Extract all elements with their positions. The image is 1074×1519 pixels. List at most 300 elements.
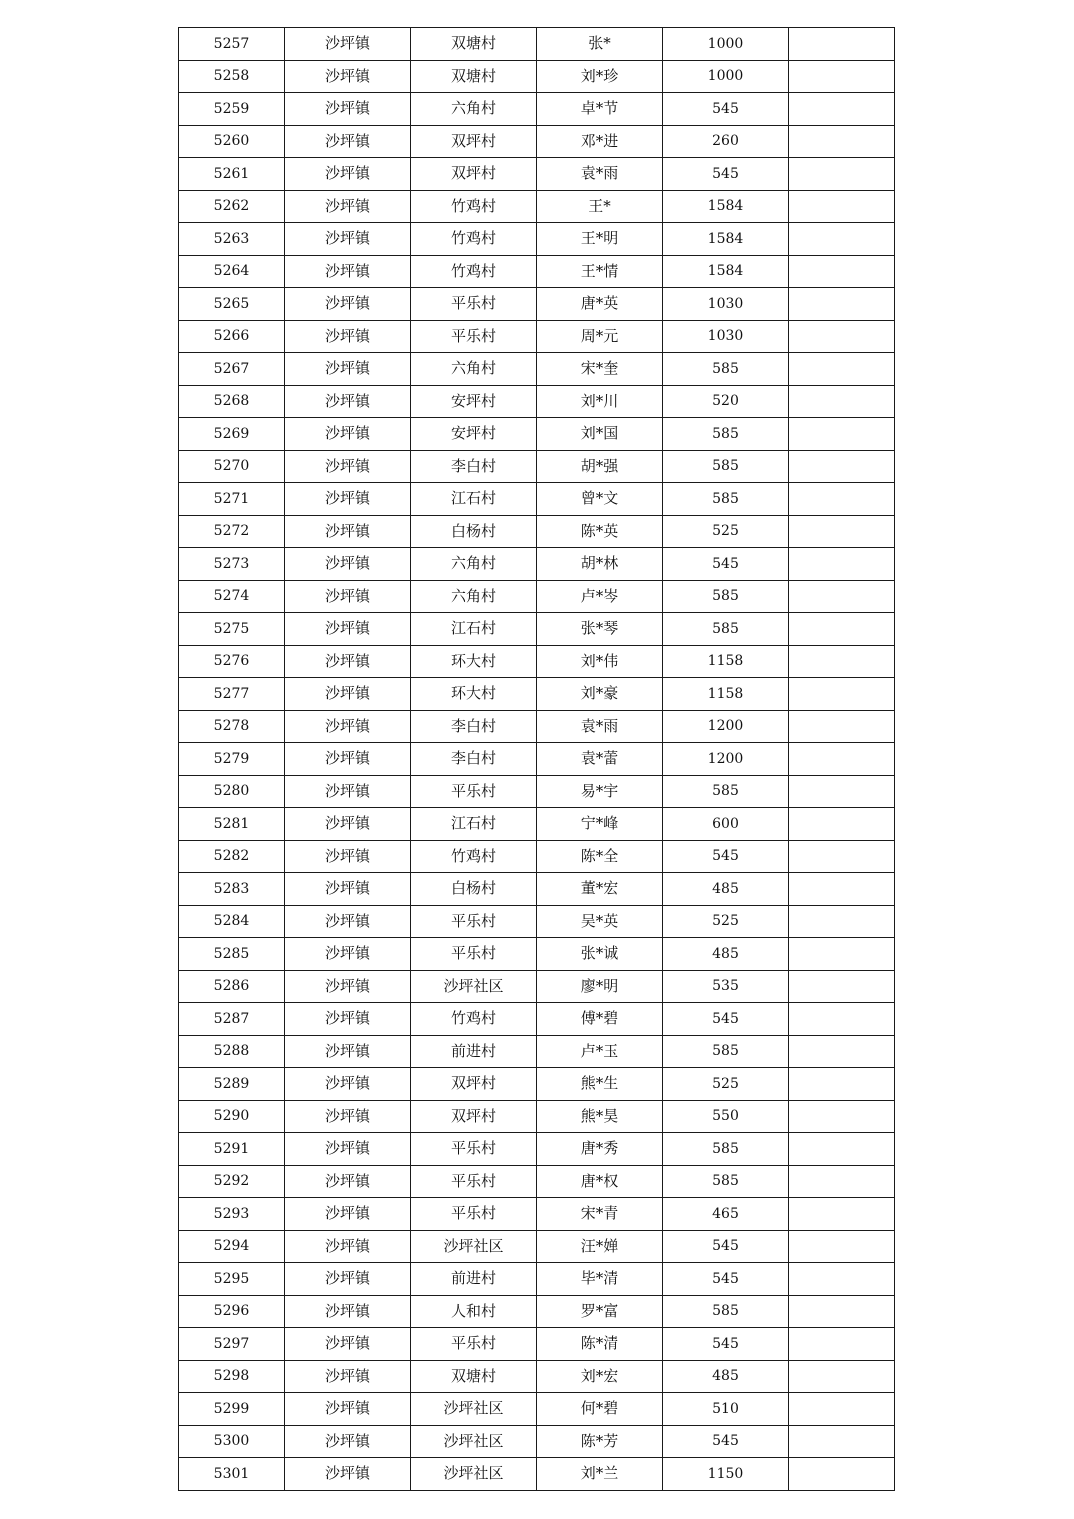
town-cell: 沙坪镇 bbox=[285, 515, 411, 548]
table-row bbox=[179, 775, 895, 808]
remark-cell bbox=[789, 1003, 895, 1036]
village-cell: 江石村 bbox=[411, 808, 537, 841]
serial-number-cell: 5268 bbox=[179, 385, 285, 418]
village-cell: 平乐村 bbox=[411, 1198, 537, 1231]
person-name-cell: 张*琴 bbox=[537, 613, 663, 646]
remark-cell bbox=[789, 1230, 895, 1263]
amount-cell: 1200 bbox=[663, 743, 789, 776]
village-cell: 沙坪社区 bbox=[411, 970, 537, 1003]
town-cell: 沙坪镇 bbox=[285, 1068, 411, 1101]
village-cell: 六角村 bbox=[411, 93, 537, 126]
village-cell: 双塘村 bbox=[411, 28, 537, 61]
serial-number-cell: 5272 bbox=[179, 515, 285, 548]
amount-cell: 585 bbox=[663, 1165, 789, 1198]
town-cell: 沙坪镇 bbox=[285, 678, 411, 711]
table-row bbox=[179, 125, 895, 158]
person-name-cell: 易*宇 bbox=[537, 775, 663, 808]
village-cell: 安坪村 bbox=[411, 418, 537, 451]
amount-cell: 525 bbox=[663, 905, 789, 938]
amount-cell: 585 bbox=[663, 450, 789, 483]
remark-cell bbox=[789, 1198, 895, 1231]
amount-cell: 485 bbox=[663, 938, 789, 971]
remark-cell bbox=[789, 548, 895, 581]
town-cell: 沙坪镇 bbox=[285, 548, 411, 581]
amount-cell: 465 bbox=[663, 1198, 789, 1231]
remark-cell bbox=[789, 288, 895, 321]
person-name-cell: 毕*清 bbox=[537, 1263, 663, 1296]
table-row bbox=[179, 353, 895, 386]
remark-cell bbox=[789, 1425, 895, 1458]
person-name-cell: 卢*岑 bbox=[537, 580, 663, 613]
remark-cell bbox=[789, 93, 895, 126]
town-cell: 沙坪镇 bbox=[285, 1003, 411, 1036]
remark-cell bbox=[789, 190, 895, 223]
table-row bbox=[179, 320, 895, 353]
village-cell: 竹鸡村 bbox=[411, 1003, 537, 1036]
town-cell: 沙坪镇 bbox=[285, 60, 411, 93]
person-name-cell: 吴*英 bbox=[537, 905, 663, 938]
village-cell: 沙坪社区 bbox=[411, 1425, 537, 1458]
remark-cell bbox=[789, 645, 895, 678]
amount-cell: 585 bbox=[663, 1133, 789, 1166]
remark-cell bbox=[789, 158, 895, 191]
town-cell: 沙坪镇 bbox=[285, 613, 411, 646]
town-cell: 沙坪镇 bbox=[285, 1100, 411, 1133]
amount-cell: 585 bbox=[663, 775, 789, 808]
remark-cell bbox=[789, 808, 895, 841]
village-cell: 双塘村 bbox=[411, 60, 537, 93]
town-cell: 沙坪镇 bbox=[285, 1198, 411, 1231]
amount-cell: 545 bbox=[663, 1003, 789, 1036]
person-name-cell: 张* bbox=[537, 28, 663, 61]
village-cell: 双坪村 bbox=[411, 158, 537, 191]
amount-cell: 525 bbox=[663, 515, 789, 548]
document-page bbox=[178, 27, 894, 1491]
person-name-cell: 曾*文 bbox=[537, 483, 663, 516]
village-cell: 人和村 bbox=[411, 1295, 537, 1328]
amount-cell: 585 bbox=[663, 353, 789, 386]
person-name-cell: 刘*国 bbox=[537, 418, 663, 451]
table-row bbox=[179, 1263, 895, 1296]
town-cell: 沙坪镇 bbox=[285, 483, 411, 516]
remark-cell bbox=[789, 418, 895, 451]
serial-number-cell: 5261 bbox=[179, 158, 285, 191]
serial-number-cell: 5267 bbox=[179, 353, 285, 386]
serial-number-cell: 5288 bbox=[179, 1035, 285, 1068]
person-name-cell: 陈*芳 bbox=[537, 1425, 663, 1458]
table-row bbox=[179, 1328, 895, 1361]
serial-number-cell: 5276 bbox=[179, 645, 285, 678]
serial-number-cell: 5281 bbox=[179, 808, 285, 841]
person-name-cell: 邓*进 bbox=[537, 125, 663, 158]
table-row bbox=[179, 515, 895, 548]
table-row bbox=[179, 710, 895, 743]
table-row bbox=[179, 418, 895, 451]
town-cell: 沙坪镇 bbox=[285, 1230, 411, 1263]
town-cell: 沙坪镇 bbox=[285, 190, 411, 223]
town-cell: 沙坪镇 bbox=[285, 1165, 411, 1198]
serial-number-cell: 5259 bbox=[179, 93, 285, 126]
amount-cell: 260 bbox=[663, 125, 789, 158]
village-cell: 竹鸡村 bbox=[411, 190, 537, 223]
remark-cell bbox=[789, 775, 895, 808]
table-row bbox=[179, 580, 895, 613]
village-cell: 平乐村 bbox=[411, 775, 537, 808]
town-cell: 沙坪镇 bbox=[285, 158, 411, 191]
person-name-cell: 王*情 bbox=[537, 255, 663, 288]
amount-cell: 545 bbox=[663, 1263, 789, 1296]
village-cell: 李白村 bbox=[411, 450, 537, 483]
amount-cell: 600 bbox=[663, 808, 789, 841]
village-cell: 双坪村 bbox=[411, 1068, 537, 1101]
amount-cell: 535 bbox=[663, 970, 789, 1003]
town-cell: 沙坪镇 bbox=[285, 1425, 411, 1458]
amount-cell: 1000 bbox=[663, 28, 789, 61]
town-cell: 沙坪镇 bbox=[285, 385, 411, 418]
remark-cell bbox=[789, 613, 895, 646]
amount-cell: 545 bbox=[663, 840, 789, 873]
amount-cell: 545 bbox=[663, 1328, 789, 1361]
town-cell: 沙坪镇 bbox=[285, 1328, 411, 1361]
town-cell: 沙坪镇 bbox=[285, 418, 411, 451]
person-name-cell: 卓*节 bbox=[537, 93, 663, 126]
remark-cell bbox=[789, 840, 895, 873]
village-cell: 白杨村 bbox=[411, 515, 537, 548]
remark-cell bbox=[789, 1458, 895, 1491]
serial-number-cell: 5266 bbox=[179, 320, 285, 353]
town-cell: 沙坪镇 bbox=[285, 28, 411, 61]
amount-cell: 485 bbox=[663, 873, 789, 906]
town-cell: 沙坪镇 bbox=[285, 1133, 411, 1166]
village-cell: 环大村 bbox=[411, 678, 537, 711]
table-row bbox=[179, 93, 895, 126]
serial-number-cell: 5286 bbox=[179, 970, 285, 1003]
town-cell: 沙坪镇 bbox=[285, 1393, 411, 1426]
town-cell: 沙坪镇 bbox=[285, 905, 411, 938]
table-row bbox=[179, 1003, 895, 1036]
remark-cell bbox=[789, 1068, 895, 1101]
village-cell: 平乐村 bbox=[411, 1328, 537, 1361]
person-name-cell: 熊*昊 bbox=[537, 1100, 663, 1133]
serial-number-cell: 5296 bbox=[179, 1295, 285, 1328]
amount-cell: 1000 bbox=[663, 60, 789, 93]
table-row bbox=[179, 1295, 895, 1328]
person-name-cell: 罗*富 bbox=[537, 1295, 663, 1328]
person-name-cell: 傅*碧 bbox=[537, 1003, 663, 1036]
serial-number-cell: 5283 bbox=[179, 873, 285, 906]
person-name-cell: 董*宏 bbox=[537, 873, 663, 906]
amount-cell: 545 bbox=[663, 158, 789, 191]
village-cell: 竹鸡村 bbox=[411, 840, 537, 873]
town-cell: 沙坪镇 bbox=[285, 1458, 411, 1491]
serial-number-cell: 5294 bbox=[179, 1230, 285, 1263]
table-row bbox=[179, 970, 895, 1003]
village-cell: 双塘村 bbox=[411, 1360, 537, 1393]
table-row bbox=[179, 450, 895, 483]
town-cell: 沙坪镇 bbox=[285, 775, 411, 808]
village-cell: 六角村 bbox=[411, 548, 537, 581]
amount-cell: 585 bbox=[663, 613, 789, 646]
remark-cell bbox=[789, 385, 895, 418]
amount-cell: 545 bbox=[663, 1230, 789, 1263]
serial-number-cell: 5297 bbox=[179, 1328, 285, 1361]
town-cell: 沙坪镇 bbox=[285, 93, 411, 126]
serial-number-cell: 5260 bbox=[179, 125, 285, 158]
serial-number-cell: 5292 bbox=[179, 1165, 285, 1198]
village-cell: 竹鸡村 bbox=[411, 255, 537, 288]
town-cell: 沙坪镇 bbox=[285, 743, 411, 776]
person-name-cell: 刘*伟 bbox=[537, 645, 663, 678]
serial-number-cell: 5298 bbox=[179, 1360, 285, 1393]
serial-number-cell: 5291 bbox=[179, 1133, 285, 1166]
village-cell: 前进村 bbox=[411, 1263, 537, 1296]
serial-number-cell: 5285 bbox=[179, 938, 285, 971]
amount-cell: 545 bbox=[663, 93, 789, 126]
remark-cell bbox=[789, 1360, 895, 1393]
person-name-cell: 唐*英 bbox=[537, 288, 663, 321]
table-row bbox=[179, 288, 895, 321]
table-row bbox=[179, 1198, 895, 1231]
remark-cell bbox=[789, 1393, 895, 1426]
table-row bbox=[179, 873, 895, 906]
table-row bbox=[179, 905, 895, 938]
person-name-cell: 卢*玉 bbox=[537, 1035, 663, 1068]
village-cell: 平乐村 bbox=[411, 1133, 537, 1166]
remark-cell bbox=[789, 743, 895, 776]
person-name-cell: 陈*清 bbox=[537, 1328, 663, 1361]
serial-number-cell: 5275 bbox=[179, 613, 285, 646]
person-name-cell: 周*元 bbox=[537, 320, 663, 353]
person-name-cell: 唐*秀 bbox=[537, 1133, 663, 1166]
person-name-cell: 宁*峰 bbox=[537, 808, 663, 841]
person-name-cell: 熊*生 bbox=[537, 1068, 663, 1101]
remark-cell bbox=[789, 483, 895, 516]
serial-number-cell: 5274 bbox=[179, 580, 285, 613]
amount-cell: 545 bbox=[663, 1425, 789, 1458]
person-name-cell: 刘*川 bbox=[537, 385, 663, 418]
serial-number-cell: 5284 bbox=[179, 905, 285, 938]
serial-number-cell: 5263 bbox=[179, 223, 285, 256]
town-cell: 沙坪镇 bbox=[285, 353, 411, 386]
amount-cell: 1584 bbox=[663, 255, 789, 288]
amount-cell: 1584 bbox=[663, 190, 789, 223]
remark-cell bbox=[789, 60, 895, 93]
village-cell: 沙坪社区 bbox=[411, 1458, 537, 1491]
serial-number-cell: 5269 bbox=[179, 418, 285, 451]
village-cell: 双坪村 bbox=[411, 125, 537, 158]
table-row bbox=[179, 158, 895, 191]
village-cell: 沙坪社区 bbox=[411, 1230, 537, 1263]
table-row bbox=[179, 385, 895, 418]
remark-cell bbox=[789, 28, 895, 61]
person-name-cell: 刘*宏 bbox=[537, 1360, 663, 1393]
serial-number-cell: 5270 bbox=[179, 450, 285, 483]
remark-cell bbox=[789, 223, 895, 256]
village-cell: 竹鸡村 bbox=[411, 223, 537, 256]
village-cell: 沙坪社区 bbox=[411, 1393, 537, 1426]
amount-cell: 585 bbox=[663, 483, 789, 516]
amount-cell: 525 bbox=[663, 1068, 789, 1101]
table-row bbox=[179, 743, 895, 776]
remark-cell bbox=[789, 255, 895, 288]
village-cell: 平乐村 bbox=[411, 288, 537, 321]
table-row bbox=[179, 190, 895, 223]
person-name-cell: 汪*婵 bbox=[537, 1230, 663, 1263]
serial-number-cell: 5287 bbox=[179, 1003, 285, 1036]
amount-cell: 1584 bbox=[663, 223, 789, 256]
table-row bbox=[179, 60, 895, 93]
town-cell: 沙坪镇 bbox=[285, 1295, 411, 1328]
person-name-cell: 胡*强 bbox=[537, 450, 663, 483]
town-cell: 沙坪镇 bbox=[285, 1263, 411, 1296]
table-row bbox=[179, 1425, 895, 1458]
table-row bbox=[179, 28, 895, 61]
amount-cell: 585 bbox=[663, 1295, 789, 1328]
amount-cell: 1150 bbox=[663, 1458, 789, 1491]
table-row bbox=[179, 1068, 895, 1101]
village-cell: 白杨村 bbox=[411, 873, 537, 906]
serial-number-cell: 5295 bbox=[179, 1263, 285, 1296]
town-cell: 沙坪镇 bbox=[285, 125, 411, 158]
remark-cell bbox=[789, 1263, 895, 1296]
village-cell: 平乐村 bbox=[411, 905, 537, 938]
serial-number-cell: 5278 bbox=[179, 710, 285, 743]
town-cell: 沙坪镇 bbox=[285, 450, 411, 483]
table-body bbox=[179, 28, 895, 1491]
serial-number-cell: 5264 bbox=[179, 255, 285, 288]
remark-cell bbox=[789, 580, 895, 613]
serial-number-cell: 5262 bbox=[179, 190, 285, 223]
remark-cell bbox=[789, 353, 895, 386]
village-cell: 李白村 bbox=[411, 710, 537, 743]
remark-cell bbox=[789, 678, 895, 711]
person-name-cell: 陈*全 bbox=[537, 840, 663, 873]
amount-cell: 550 bbox=[663, 1100, 789, 1133]
person-name-cell: 张*诚 bbox=[537, 938, 663, 971]
person-name-cell: 袁*雨 bbox=[537, 158, 663, 191]
amount-cell: 1158 bbox=[663, 645, 789, 678]
village-cell: 双坪村 bbox=[411, 1100, 537, 1133]
amount-cell: 510 bbox=[663, 1393, 789, 1426]
remark-cell bbox=[789, 938, 895, 971]
person-name-cell: 陈*英 bbox=[537, 515, 663, 548]
remark-cell bbox=[789, 970, 895, 1003]
amount-cell: 585 bbox=[663, 580, 789, 613]
serial-number-cell: 5258 bbox=[179, 60, 285, 93]
table-row bbox=[179, 645, 895, 678]
remark-cell bbox=[789, 1100, 895, 1133]
town-cell: 沙坪镇 bbox=[285, 223, 411, 256]
remark-cell bbox=[789, 320, 895, 353]
town-cell: 沙坪镇 bbox=[285, 873, 411, 906]
serial-number-cell: 5271 bbox=[179, 483, 285, 516]
table-row bbox=[179, 1458, 895, 1491]
table-row bbox=[179, 223, 895, 256]
amount-cell: 585 bbox=[663, 418, 789, 451]
serial-number-cell: 5277 bbox=[179, 678, 285, 711]
village-cell: 环大村 bbox=[411, 645, 537, 678]
table-row bbox=[179, 613, 895, 646]
table-row bbox=[179, 1165, 895, 1198]
village-cell: 六角村 bbox=[411, 353, 537, 386]
amount-cell: 545 bbox=[663, 548, 789, 581]
remark-cell bbox=[789, 1133, 895, 1166]
person-name-cell: 廖*明 bbox=[537, 970, 663, 1003]
town-cell: 沙坪镇 bbox=[285, 1360, 411, 1393]
table-row bbox=[179, 678, 895, 711]
table-row bbox=[179, 1035, 895, 1068]
remark-cell bbox=[789, 710, 895, 743]
serial-number-cell: 5282 bbox=[179, 840, 285, 873]
serial-number-cell: 5273 bbox=[179, 548, 285, 581]
table-row bbox=[179, 1100, 895, 1133]
amount-cell: 485 bbox=[663, 1360, 789, 1393]
table-row bbox=[179, 1133, 895, 1166]
serial-number-cell: 5290 bbox=[179, 1100, 285, 1133]
amount-cell: 520 bbox=[663, 385, 789, 418]
village-cell: 安坪村 bbox=[411, 385, 537, 418]
town-cell: 沙坪镇 bbox=[285, 580, 411, 613]
person-name-cell: 宋*青 bbox=[537, 1198, 663, 1231]
remark-cell bbox=[789, 515, 895, 548]
village-cell: 平乐村 bbox=[411, 938, 537, 971]
serial-number-cell: 5301 bbox=[179, 1458, 285, 1491]
person-name-cell: 袁*雨 bbox=[537, 710, 663, 743]
town-cell: 沙坪镇 bbox=[285, 840, 411, 873]
serial-number-cell: 5299 bbox=[179, 1393, 285, 1426]
table-row bbox=[179, 808, 895, 841]
person-name-cell: 王* bbox=[537, 190, 663, 223]
amount-cell: 1030 bbox=[663, 320, 789, 353]
person-name-cell: 刘*珍 bbox=[537, 60, 663, 93]
remark-cell bbox=[789, 1165, 895, 1198]
table-row bbox=[179, 548, 895, 581]
town-cell: 沙坪镇 bbox=[285, 808, 411, 841]
serial-number-cell: 5280 bbox=[179, 775, 285, 808]
village-cell: 李白村 bbox=[411, 743, 537, 776]
town-cell: 沙坪镇 bbox=[285, 288, 411, 321]
village-cell: 江石村 bbox=[411, 483, 537, 516]
remark-cell bbox=[789, 1035, 895, 1068]
table-row bbox=[179, 1393, 895, 1426]
records-table bbox=[178, 27, 895, 1491]
serial-number-cell: 5279 bbox=[179, 743, 285, 776]
town-cell: 沙坪镇 bbox=[285, 970, 411, 1003]
village-cell: 前进村 bbox=[411, 1035, 537, 1068]
remark-cell bbox=[789, 125, 895, 158]
serial-number-cell: 5300 bbox=[179, 1425, 285, 1458]
table-row bbox=[179, 840, 895, 873]
remark-cell bbox=[789, 450, 895, 483]
remark-cell bbox=[789, 1328, 895, 1361]
table-row bbox=[179, 483, 895, 516]
table-row bbox=[179, 255, 895, 288]
amount-cell: 585 bbox=[663, 1035, 789, 1068]
serial-number-cell: 5265 bbox=[179, 288, 285, 321]
person-name-cell: 王*明 bbox=[537, 223, 663, 256]
town-cell: 沙坪镇 bbox=[285, 710, 411, 743]
village-cell: 平乐村 bbox=[411, 1165, 537, 1198]
person-name-cell: 宋*奎 bbox=[537, 353, 663, 386]
table-row bbox=[179, 1230, 895, 1263]
village-cell: 六角村 bbox=[411, 580, 537, 613]
town-cell: 沙坪镇 bbox=[285, 320, 411, 353]
table-row bbox=[179, 1360, 895, 1393]
remark-cell bbox=[789, 1295, 895, 1328]
amount-cell: 1030 bbox=[663, 288, 789, 321]
table-row bbox=[179, 938, 895, 971]
person-name-cell: 刘*兰 bbox=[537, 1458, 663, 1491]
